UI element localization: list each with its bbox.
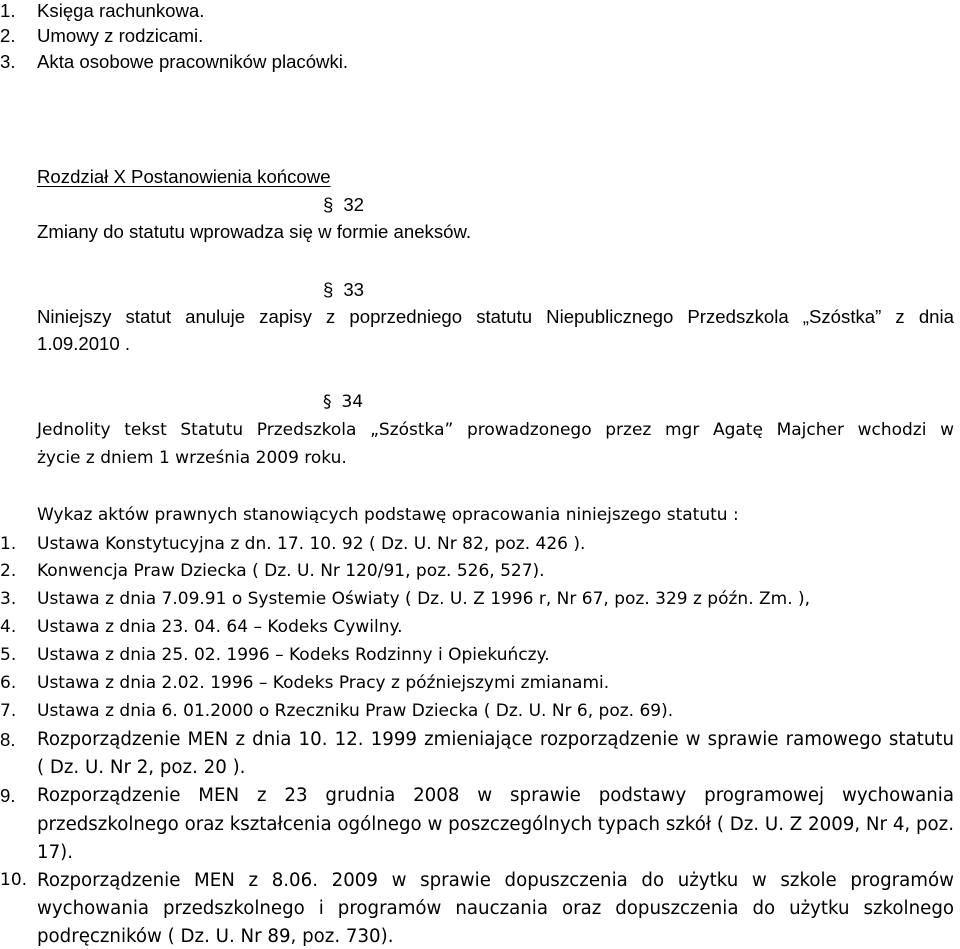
list-item-number: 1. xyxy=(0,534,17,554)
list-item-number: 4. xyxy=(0,617,17,637)
list-item-continuation: przedszkolnego oraz kształcenia ogólnego w poszczególnych typach szkół ( Dz. U. Z 2009, Nr 4, poz. xyxy=(37,814,954,835)
list-item: Konwencja Praw Dziecka ( Dz. U. Nr 120/91, poz. 526, 527). xyxy=(37,561,545,581)
section-heading xyxy=(323,279,364,301)
list-item-number: 8. xyxy=(0,729,16,750)
list-item: Ustawa z dnia 7.09.91 o Systemie Oświaty ( Dz. U. Z 1996 r, Nr 67, poz. 329 z późn. Zm. ), xyxy=(37,589,811,609)
list-item-number: 9. xyxy=(0,785,16,806)
chapter-heading: Rozdział X Postanowienia końcowe xyxy=(37,166,331,187)
list-item-number: 3. xyxy=(0,51,16,72)
section-heading xyxy=(323,194,364,216)
list-item: Rozporządzenie MEN z 8.06. 2009 w sprawie dopuszczenia do użytku w szkole programów xyxy=(37,870,954,891)
list-item-number: 3. xyxy=(0,589,17,609)
list-item-continuation: wychowania przedszkolnego i programów nauczania oraz dopuszczenia do użytku szkolnego xyxy=(37,898,954,919)
section-text: Jednolity tekst Statutu Przedszkola „Szóstka” prowadzonego przez mgr Agatę Majcher wchodzi w xyxy=(37,420,954,440)
list-item: Akta osobowe pracowników placówki. xyxy=(37,51,349,72)
list-item-number: 7. xyxy=(0,701,17,721)
list-item-number: 2. xyxy=(0,561,17,581)
list-item-number: 1. xyxy=(0,0,16,21)
section-symbol: § xyxy=(323,392,332,412)
list-item-number: 5. xyxy=(0,645,17,665)
section-text: życie z dniem 1 września 2009 roku. xyxy=(37,448,347,468)
list-item-number: 6. xyxy=(0,673,17,693)
list-item-continuation: podręczników ( Dz. U. Nr 89, poz. 730). xyxy=(37,926,394,947)
section-heading xyxy=(323,392,363,412)
list-item-continuation: 17). xyxy=(37,842,74,863)
section-text: Zmiany do statutu wprowadza się w formie aneksów. xyxy=(37,221,472,242)
legal-acts-heading: Wykaz aktów prawnych stanowiących podstawę opracowania niniejszego statutu : xyxy=(37,505,739,525)
list-item: Ustawa z dnia 6. 01.2000 o Rzeczniku Praw Dziecka ( Dz. U. Nr 6, poz. 69). xyxy=(37,701,674,721)
list-item-continuation: ( Dz. U. Nr 2, poz. 20 ). xyxy=(37,757,246,778)
list-item-number: 10. xyxy=(0,870,28,890)
list-item: Księga rachunkowa. xyxy=(37,0,205,21)
section-number: 32 xyxy=(343,194,365,215)
section-text: Niniejszy statut anuluje zapisy z poprzedniego statutu Niepublicznego Przedszkola „Szóstka” z dnia xyxy=(37,306,954,327)
list-item: Ustawa z dnia 25. 02. 1996 – Kodeks Rodzinny i Opiekuńczy. xyxy=(37,645,550,665)
section-number: 33 xyxy=(343,279,365,300)
list-item: Rozporządzenie MEN z 23 grudnia 2008 w sprawie podstawy programowej wychowania xyxy=(37,785,954,806)
list-item: Ustawa z dnia 2.02. 1996 – Kodeks Pracy z późniejszymi zmianami. xyxy=(37,673,610,693)
list-item-number: 2. xyxy=(0,25,16,46)
section-text: 1.09.2010 . xyxy=(37,333,131,354)
section-symbol: § xyxy=(323,194,334,215)
section-symbol: § xyxy=(323,279,334,300)
list-item: Ustawa z dnia 23. 04. 64 – Kodeks Cywilny. xyxy=(37,617,403,637)
list-item: Rozporządzenie MEN z dnia 10. 12. 1999 zmieniające rozporządzenie w sprawie ramowego statutu xyxy=(37,729,954,750)
list-item: Umowy z rodzicami. xyxy=(37,25,204,46)
list-item: Ustawa Konstytucyjna z dn. 17. 10. 92 ( Dz. U. Nr 82, poz. 426 ). xyxy=(37,534,586,554)
section-number: 34 xyxy=(341,392,364,412)
